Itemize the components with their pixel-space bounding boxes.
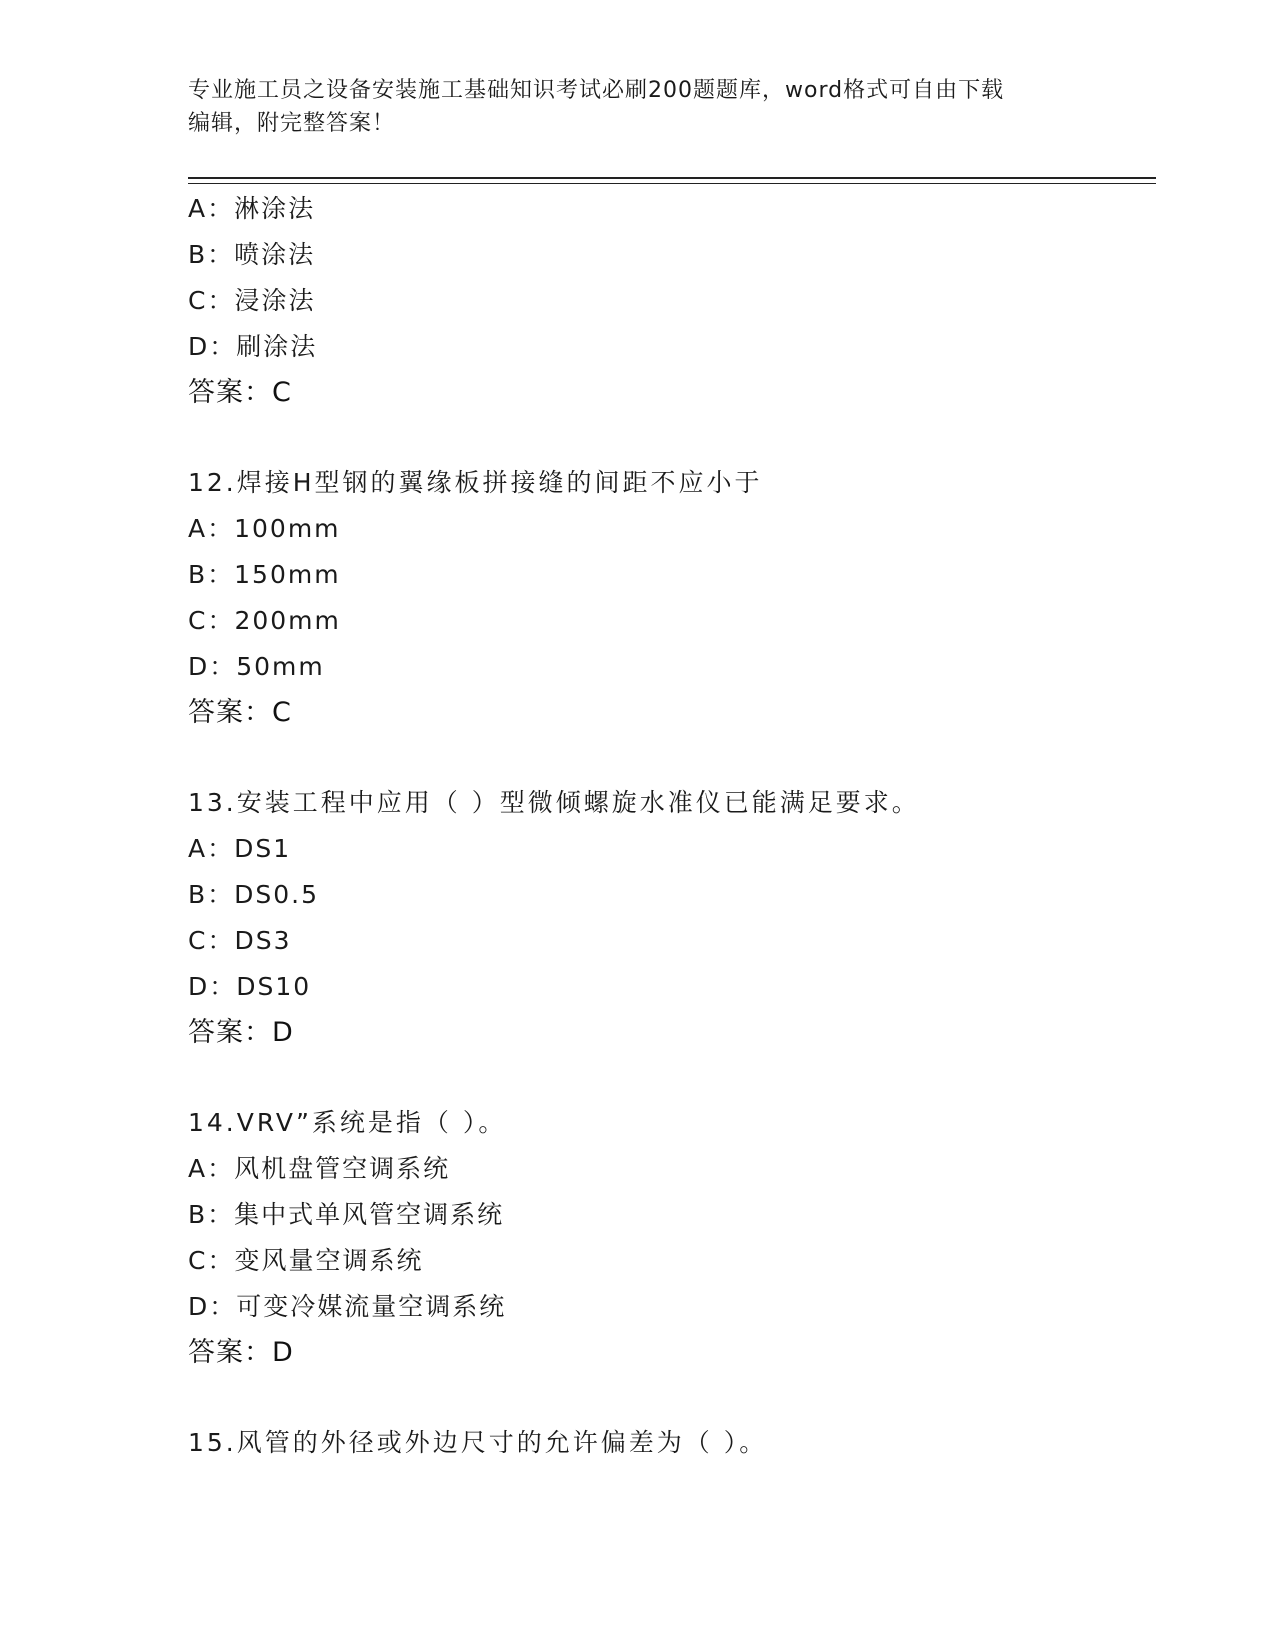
option-d: D：50mm [188, 652, 325, 681]
question-spacer [188, 1376, 1148, 1420]
option-b: B：集中式单风管空调系统 [188, 1200, 505, 1229]
option-d: D：刷涂法 [188, 332, 318, 361]
header-divider-thick [188, 177, 1156, 179]
question-title: 15.风管的外径或外边尺寸的允许偏差为（ ）。 [188, 1428, 768, 1457]
option-b: B：150mm [188, 560, 341, 589]
option-d: D：DS10 [188, 972, 312, 1001]
answer-line: 答案：D [188, 1017, 294, 1048]
question-14 [188, 1100, 1148, 1376]
question-spacer [188, 736, 1148, 780]
option-d: D：可变冷媒流量空调系统 [188, 1292, 507, 1321]
option-b: B：喷涂法 [188, 240, 316, 269]
option-a: A：淋涂法 [188, 194, 316, 223]
question-13 [188, 780, 1148, 1056]
answer-line: 答案：D [188, 1337, 294, 1368]
question-12 [188, 460, 1148, 736]
answer-line: 答案：C [188, 697, 292, 728]
document-header [188, 74, 1088, 140]
option-c: C：浸涂法 [188, 286, 316, 315]
option-b: B：DS0.5 [188, 880, 320, 909]
option-a: A：DS1 [188, 834, 292, 863]
question-title: 12.焊接H型钢的翼缘板拼接缝的间距不应小于 [188, 468, 763, 497]
option-c: C：DS3 [188, 926, 292, 955]
question-spacer [188, 416, 1148, 460]
option-a: A：100mm [188, 514, 341, 543]
option-a: A：风机盘管空调系统 [188, 1154, 451, 1183]
answer-line: 答案：C [188, 377, 292, 408]
question-title: 13.安装工程中应用（ ）型微倾螺旋水准仪已能满足要求。 [188, 788, 920, 817]
option-c: C：200mm [188, 606, 341, 635]
question-list [188, 186, 1148, 1466]
question-15 [188, 1420, 1148, 1466]
header-line-2: 编辑，附完整答案！ [188, 111, 396, 136]
option-c: C：变风量空调系统 [188, 1246, 424, 1275]
question-spacer [188, 1056, 1148, 1100]
header-line-1: 专业施工员之设备安装施工基础知识考试必刷200题题库，word格式可自由下载 [188, 78, 1005, 103]
question-11 [188, 186, 1148, 416]
question-title: 14.VRV”系统是指（ ）。 [188, 1108, 507, 1137]
header-divider-thin [188, 183, 1156, 184]
